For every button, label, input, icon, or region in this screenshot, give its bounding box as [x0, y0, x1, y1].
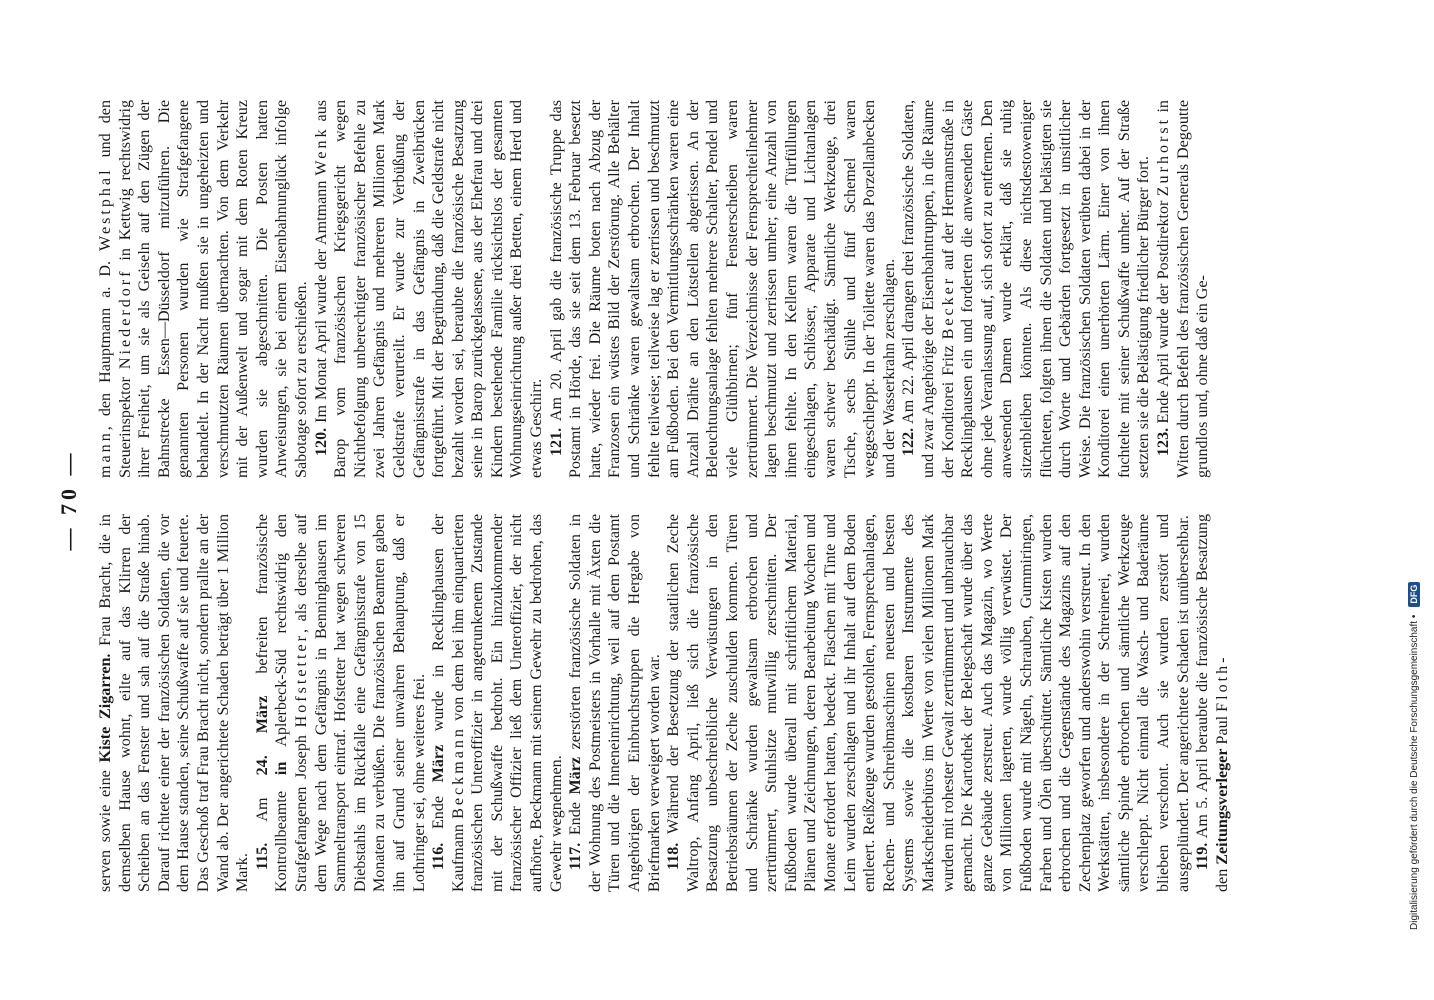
paragraph-117: 117. Ende März zerstörten französische Soldaten in der Wohnung des Postmeisters in Vorhalle mit Äxten die Türen und die Inneneinrichtung, weil auf dem Postamt Angehörigen der Einbruchstruppen die Hergabe von Briefmarken verweigert worden war. [567, 514, 663, 892]
dfg-logo: DFG [1408, 582, 1420, 607]
digitization-credit [1408, 70, 1420, 930]
paragraph-115: 115. Am 24. März befreiten französische Kontrollbeamte in Aplerbeck-Süd rechtswidrig den Strafgefangenen Joseph Hofstetter, als derselbe auf dem Wege nach dem Gefängnis in Benninghausen im Sammeltransport eintraf. Hofstetter hat wegen schweren Diebstahls im Rückfalle eine Gefängnisstrafe von 15 Monaten zu verbüßen. Die französischen Beamten gaben ihn auf Grund seiner unwahren Behauptung, daß er Lothringer sei, ohne weiteres frei. [253, 514, 428, 892]
paragraph-123: 123. Ende April wurde der Postdirektor Zurhorst in Witten durch Befehl des französischen Generals Degoutte grundlos und, ohne daß ein Ge- [1155, 100, 1212, 478]
credit-text: Digitalisierung gefördert durch die Deutsche Forschungsgemeinschaft • [1408, 614, 1420, 930]
paragraph-continuation: serven sowie eine Kiste Zigarren. Frau Bracht, die in demselben Hause wohnt, eilte auf das Klirren der Scheiben an das Fenster und sah auf die Straße hinab. Darauf richtete einer der französischen Soldaten, die vor dem Hause standen, seine Schußwaffe auf sie und feuerte. Das Geschoß traf Frau Bracht nicht, sondern prallte an der Wand ab. Der angerichtete Schaden beträgt über 1 Million Mark. [97, 514, 252, 892]
paragraph-119: 119. Am 5. April beraubte die französische Besatzung den Zeitungsverleger Paul Floth- [1194, 514, 1231, 892]
paragraph-121: 121. Am 20. April gab die französische Truppe das Postamt in Hörde, das sie seit dem 13. Februar besetzt hatte, wieder frei. Die Räume boten nach Abzug der Franzosen ein wüstes Bild der Zerstörung. Alle Behälter und Schränke waren gewaltsam erbrochen. Der Inhalt fehlte teilweise; teilweise lag er zerrissen und beschmutzt am Fußboden. Bei den Vermittlungsschränken waren eine Anzahl Drähte an den Lötstellen abgerissen. An der Beleuchtungsanlage fehlten mehrere Schalter, Pendel und viele Glühbirnen; fünf Fensterscheiben waren zertrümmert. Die Verzeichnisse der Fernsprechteilnehmer lagen beschmutzt und zerrissen umher; eine Anzahl von ihnen fehlte. In den Kellern waren die Türfüllungen eingeschlagen, Schlösser, Apparate und Lichtanlagen waren schwer beschädigt. Sämtliche Werkzeuge, drei Tische, sechs Stühle und fünf Schemel waren weggeschleppt. In der Toilette waren das Porzellanbecken und der Wasserkrahn zerschlagen. [547, 100, 898, 478]
text-column-left [96, 514, 1326, 892]
text-column-right [96, 100, 1326, 478]
page-number: — 70 — [56, 449, 81, 551]
paragraph-120: 120. Im Monat April wurde der Amtmann Wenk aus Barop vom französischen Kriegsgericht wegen Nichtbefolgung unberechtigter französischer Befehle zu zwei Jahren Gefängnis und mehreren Millionen Mark Geldstrafe verurteilt. Er wurde zur Verbüßung der Gefängnisstrafe in das Gefängnis in Zweibrücken fortgeführt. Mit der Begründung, daß die Geldstrafe nicht bezahlt worden sei, beraubte die französische Besatzung seine in Barop zurückgelassene, aus der Ehefrau und drei Kindern bestehende Familie rücksichtslos der gesamten Wohnungseinrichtung außer drei Betten, einem Herd und etwas Geschirr. [312, 100, 546, 478]
paragraph-continuation-right: mann, den Hauptmann a. D. Westphal und den Steuerinspektor Niederdorf in Kettwig rechtswidrig ihrer Freiheit, um sie als Geiseln auf den Zügen der Bahnstrecke Essen—Düsseldorf mitzuführen. Die genannten Personen wurden wie Strafgefangene behandelt. In der Nacht mußten sie in ungeheizten und verschmutzten Räumen übernachten. Von dem Verkehr mit der Außenwelt und sogar mit dem Roten Kreuz wurden sie abgeschnitten. Die Posten hatten Anweisungen, sie bei einem Eisenbahnunglück infolge Sabotage sofort zu erschießen. [97, 100, 310, 478]
paragraph-122: 122. Am 22. April drangen drei französische Soldaten, und zwar Angehörige der Eisenbahntruppen, in die Räume der Konditorei Fritz Becker auf der Hermannstraße in Recklinghausen ein und forderten die anwesenden Gäste ohne jede Veranlassung auf, sich sofort zu entfernen. Den anwesenden Damen wurde erklärt, daß sie ruhig sitzenbleiben könnten. Als diese nichtsdestoweniger flüchteten, folgten ihnen die Soldaten und belästigten sie durch Worte und Gebärden fortgesetzt in unsittlicher Weise. Die französischen Soldaten verübten dabei in der Konditorei einen unerhörten Lärm. Einer von ihnen fuchtelte mit seiner Schußwaffe umher. Auf der Straße setzten sie die Belästigung friedlicher Bürger fort. [900, 100, 1153, 478]
paragraph-116: 116. Ende März wurde in Recklinghausen der Kaufmann Beckmann von dem bei ihm einquartierten französischen Unteroffizier in angetrunkenem Zustande mit der Schußwaffe bedroht. Ein hinzukommender französischer Offizier ließ dem Unteroffizier, der nicht aufhörte, Beckmann mit seinem Gewehr zu bedrohen, das Gewehr wegnehmen. [430, 514, 565, 892]
paragraph-118: 118. Während der Besetzung der staatlichen Zeche Waltrop, Anfang April, ließ sich die französische Besatzung unbeschreibliche Verwüstungen in den Betriebsräumen der Zeche zuschulden kommen. Türen und Schränke wurden gewaltsam erbrochen und zertrümmert, Stuhlsitze mutwillig zerschnitten. Der Fußboden wurde überall mit schriftlichem Material, Plänen und Zeichnungen, deren Bearbeitung Wochen und Monate erfordert hatten, bedeckt. Flaschen mit Tinte und Leim wurden zerschlagen und ihr Inhalt auf dem Boden entleert. Reißzeuge wurden gestohlen, Fernsprechanlagen, Rechen- und Schreibmaschinen neuesten und besten Systems sowie die kostbaren Instrumente des Markscheiderbüros im Werte von vielen Millionen Mark wurden mit rohester Gewalt zertrümmert und unbrauchbar gemacht. Die Kartothek der Belegschaft wurde über das ganze Gebäude zerstreut. Auch das Magazin, wo Werte von Millionen lagerten, wurde völlig verwüstet. Der Fußboden wurde mit Nägeln, Schrauben, Gummiringen, Farben und Ölen überschüttet. Sämtliche Kisten wurden erbrochen und die Gegenstände des Magazins auf den Zechenplatz geworfen und anderswohin verstreut. In den Werkstätten, insbesondere in der Schreinerei, wurden sämtliche Spinde erbrochen und sämtliche Werkzeuge verschleppt. Nicht einmal die Wasch- und Baderäume blieben verschont. Auch sie wurden zerstört und ausgeplündert. Der angerichtete Schaden ist unübersehbar. [665, 514, 1192, 892]
